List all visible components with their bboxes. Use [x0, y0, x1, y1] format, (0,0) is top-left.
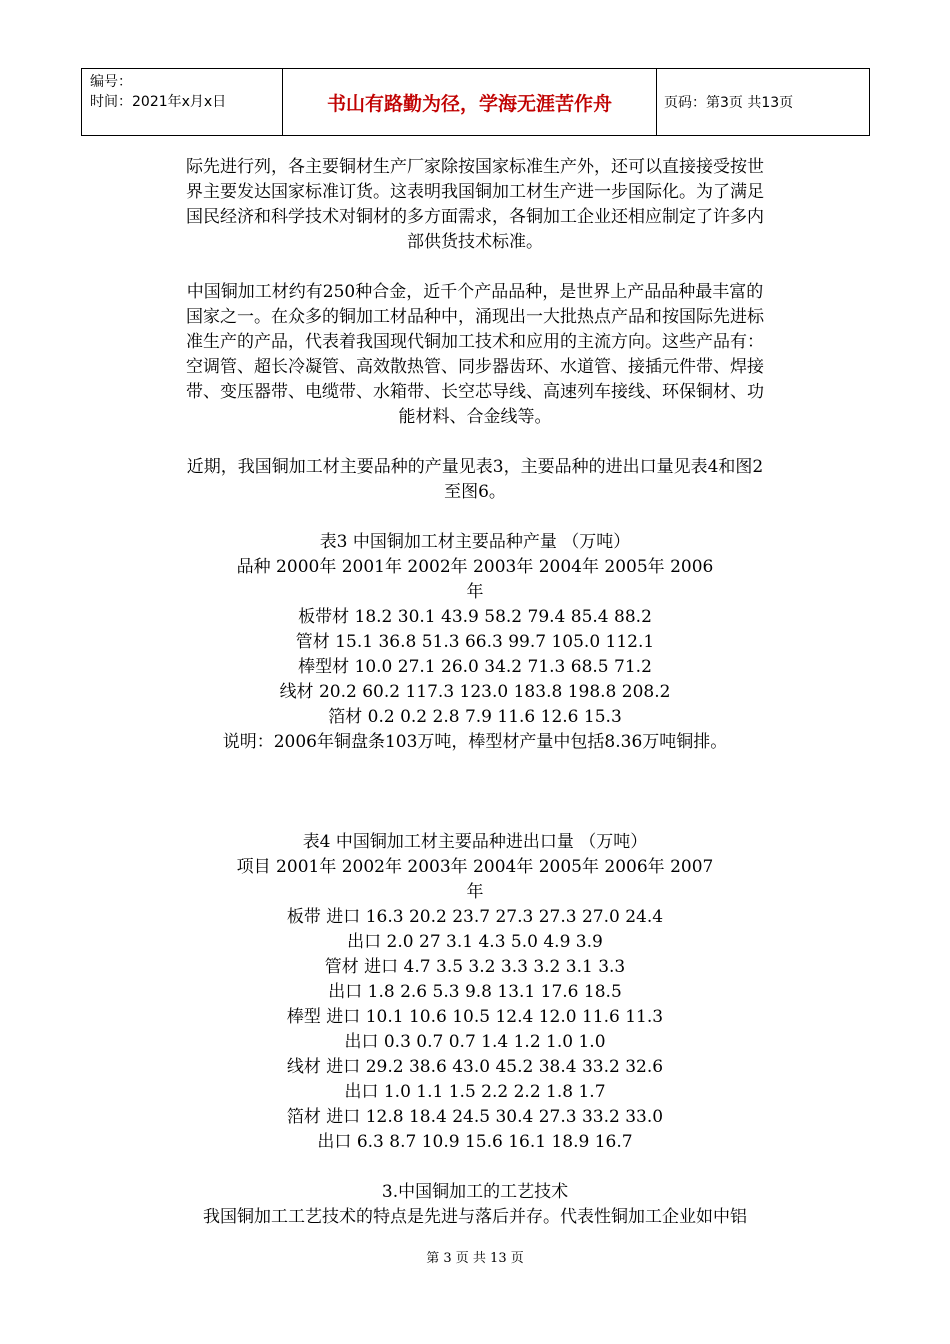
paragraph-line: 准生产的产品，代表着我国现代铜加工技术和应用的主流方向。这些产品有：: [186, 332, 764, 352]
paragraph-line: 我国铜加工工艺技术的特点是先进与落后并存。代表性铜加工企业如中铝: [203, 1207, 747, 1227]
table3-row: 棒型材 10.0 27.1 26.0 34.2 71.3 68.5 71.2: [298, 657, 652, 677]
table4-row: 线材 进口 29.2 38.6 43.0 45.2 38.4 33.2 32.6: [286, 1057, 664, 1077]
table4-row: 箔材 进口 12.8 18.4 24.5 30.4 27.3 33.2 33.0: [286, 1107, 664, 1127]
table4-row: 棒型 进口 10.1 10.6 10.5 12.4 12.0 11.6 11.3: [286, 1007, 664, 1027]
table4-row: 出口 0.3 0.7 0.7 1.4 1.2 1.0 1.0: [344, 1032, 606, 1052]
paragraph-line: 至图6。: [444, 482, 506, 502]
header-page-info: 页码：第3页 共13页: [664, 95, 794, 111]
table4-title: 表4 中国铜加工材主要品种进出口量 （万吨）: [302, 832, 648, 852]
document-body: [140, 155, 810, 1230]
table4-row: 板带 进口 16.3 20.2 23.7 27.3 27.3 27.0 24.4: [286, 907, 664, 927]
table4-row: 出口 6.3 8.7 10.9 15.6 16.1 18.9 16.7: [317, 1132, 633, 1152]
paragraph-line: 部供货技术标准。: [407, 232, 543, 252]
table4-row: 出口 1.8 2.6 5.3 9.8 13.1 17.6 18.5: [328, 982, 622, 1002]
header-motto: 书山有路勤为径，学海无涯苦作舟: [326, 92, 612, 115]
table3-row: 管材 15.1 36.8 51.3 66.3 99.7 105.0 112.1: [295, 632, 655, 652]
paragraph-line: 国民经济和科学技术对铜材的多方面需求，各铜加工企业还相应制定了许多内: [186, 207, 764, 227]
header-divider-2: [656, 68, 657, 136]
paragraph-line: 中国铜加工材约有250种合金，近千个产品品种，是世界上产品品种最丰富的: [186, 282, 764, 302]
paragraph-line: 带、变压器带、电缆带、水箱带、长空芯导线、高速列车接线、环保铜材、功: [186, 382, 764, 402]
table3-row: 板带材 18.2 30.1 43.9 58.2 79.4 85.4 88.2: [298, 607, 652, 627]
table4-row: 出口 1.0 1.1 1.5 2.2 2.2 1.8 1.7: [344, 1082, 606, 1102]
header-divider-right: [869, 68, 870, 136]
paragraph-line: 近期，我国铜加工材主要品种的产量见表3，主要品种的进出口量见表4和图2: [186, 457, 764, 477]
table3-header: 年: [466, 582, 484, 602]
paragraph-line: 际先进行列，各主要铜材生产厂家除按国家标准生产外，还可以直接接受按世: [186, 157, 764, 177]
header-date: 时间：2021年x月x日: [90, 94, 227, 110]
table3-title: 表3 中国铜加工材主要品种产量 （万吨）: [319, 532, 631, 552]
paragraph-line: 国家之一。在众多的铜加工材品种中，涌现出一大批热点产品和按国际先进标: [186, 307, 764, 327]
table3-note: 说明：2006年铜盘条103万吨，棒型材产量中包括8.36万吨铜排。: [222, 732, 728, 752]
table3-header: 品种 2000年 2001年 2002年 2003年 2004年 2005年 2006: [236, 557, 714, 577]
header-divider-left: [81, 68, 82, 136]
section-title: 3.中国铜加工的工艺技术: [381, 1182, 569, 1202]
table3-row: 箔材 0.2 0.2 2.8 7.9 11.6 12.6 15.3: [328, 707, 622, 727]
table4-header: 年: [466, 882, 484, 902]
table4-header: 项目 2001年 2002年 2003年 2004年 2005年 2006年 2007: [236, 857, 714, 877]
paragraph-line: 界主要发达国家标准订货。这表明我国铜加工材生产进一步国际化。为了满足: [186, 182, 764, 202]
header-info: [90, 72, 226, 112]
paragraph-line: 能材料、合金线等。: [398, 407, 552, 427]
table4-row: 出口 2.0 27 3.1 4.3 5.0 4.9 3.9: [347, 932, 603, 952]
paragraph-line: 空调管、超长冷凝管、高效散热管、同步器齿环、水道管、接插元件带、焊接: [186, 357, 764, 377]
header-number-label: 编号：: [90, 74, 132, 90]
table4-row: 管材 进口 4.7 3.5 3.2 3.3 3.2 3.1 3.3: [324, 957, 626, 977]
table3-row: 线材 20.2 60.2 117.3 123.0 183.8 198.8 208.2: [279, 682, 671, 702]
page-footer: 第 3 页 共 13 页: [426, 1251, 524, 1266]
